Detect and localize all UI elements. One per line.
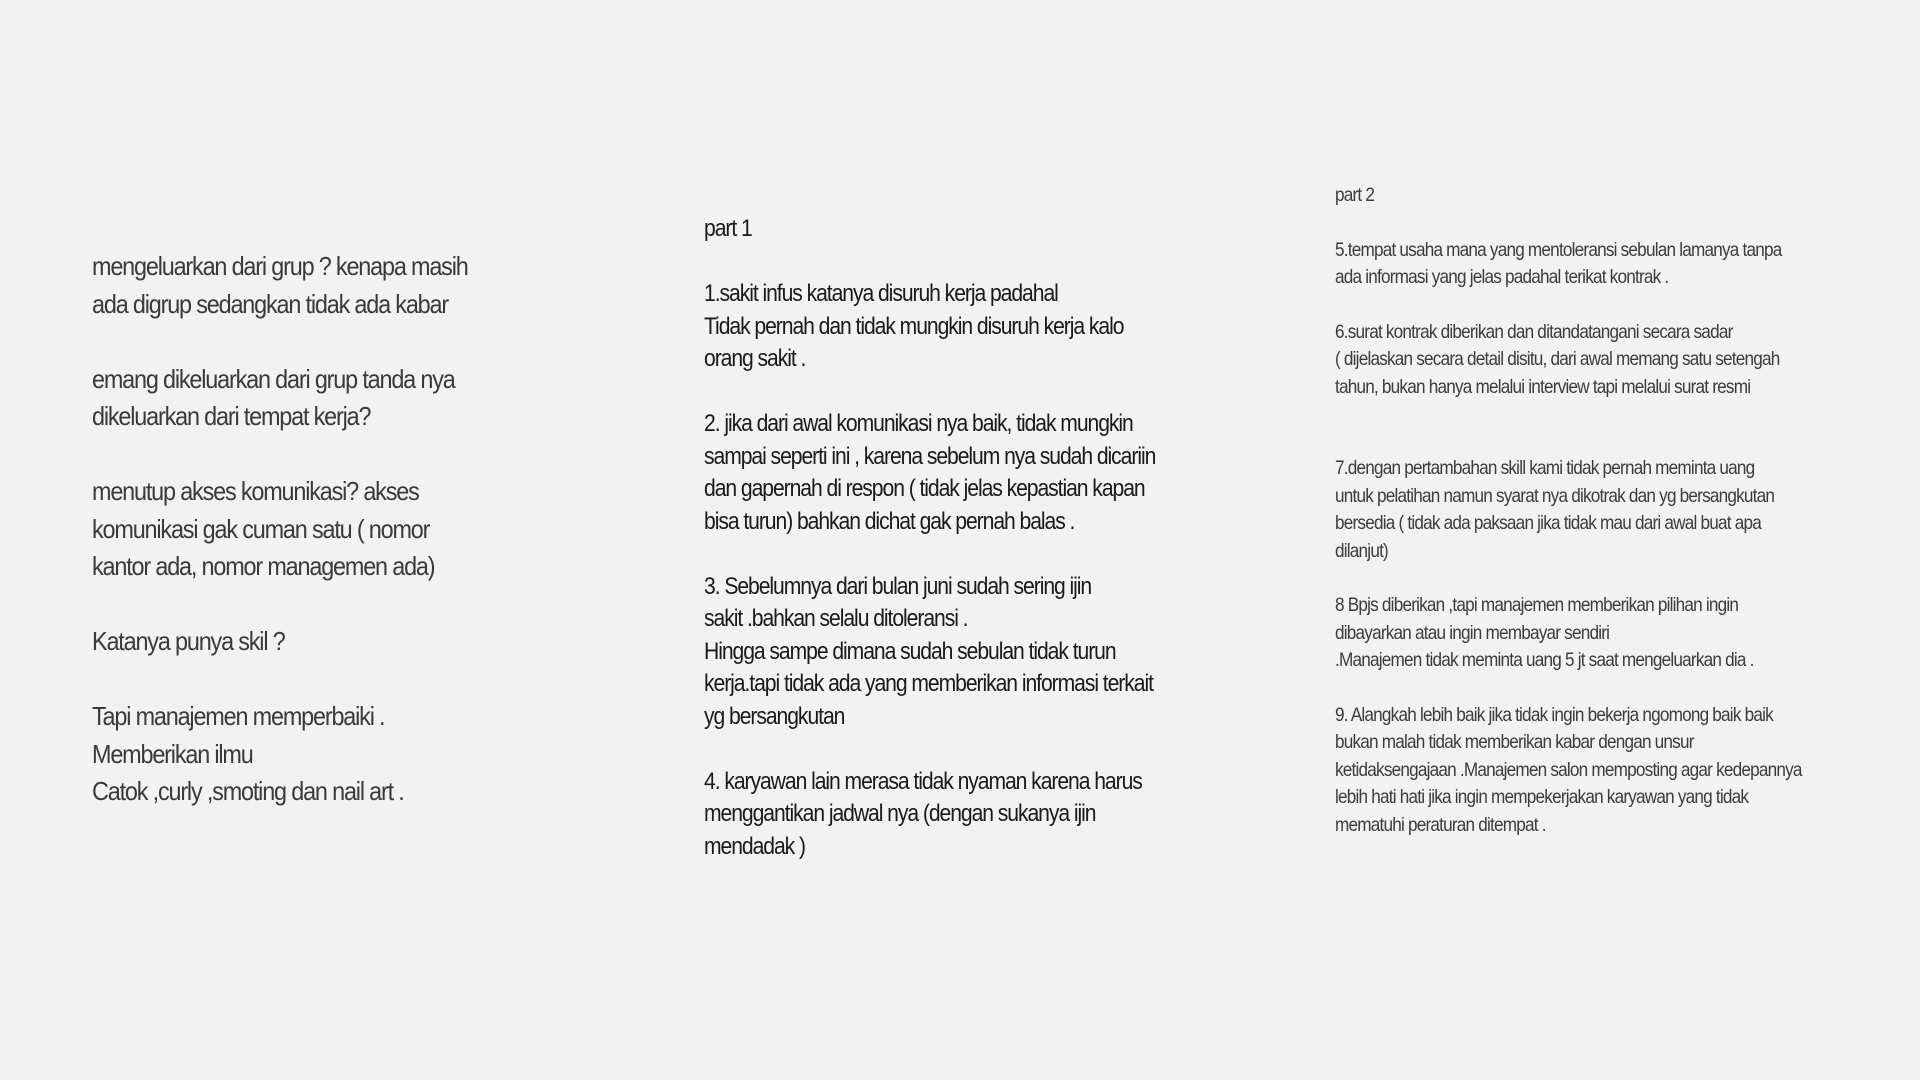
left-paragraph: emang dikeluarkan dari grup tanda nya dikeluarkan dari tempat kerja?: [92, 363, 455, 431]
part-2-item: 5.tempat usaha mana yang mentoleransi sebulan lamanya tanpa ada informasi yang jelas padahal terikat kontrak .: [1335, 238, 1782, 288]
left-paragraph: menutup akses komunikasi? akses komunikasi gak cuman satu ( nomor kantor ada, nomor managemen ada): [92, 476, 435, 581]
left-paragraph: mengeluarkan dari grup ? kenapa masih ada digrup sedangkan tidak ada kabar: [92, 251, 468, 319]
part-1-item: 3. Sebelumnya dari bulan juni sudah sering ijin sakit .bahkan selalu ditoleransi . Hingga sampe dimana sudah sebulan tidak turun kerja.tapi tidak ada yang memberikan informasi terkait yg bersangkutan: [704, 572, 1153, 730]
part-2-item: 6.surat kontrak diberikan dan ditandatangani secara sadar ( dijelaskan secara detail disitu, dari awal memang satu setengah tahun, bukan hanya melalui interview tapi melalui surat resmi: [1335, 320, 1780, 398]
left-paragraph: Katanya punya skil ?: [92, 626, 285, 656]
left-column: [92, 248, 562, 811]
part-1-item: 2. jika dari awal komunikasi nya baik, tidak mungkin sampai seperti ini , karena sebelum nya sudah dicariin dan gapernah di respon ( tidak jelas kepastian kapan bisa turun) bahkan dichat gak pernah balas .: [704, 410, 1156, 535]
part-2-item: 9. Alangkah lebih baik jika tidak ingin bekerja ngomong baik baik bukan malah tidak memberikan kabar dengan unsur ketidaksengajaan .Manajemen salon memposting agar kedepannya lebih hati hati jika ingin mempekerjakan karyawan yang tidak mematuhi peraturan ditempat .: [1335, 703, 1802, 836]
part-2-item: 8 Bpjs diberikan ,tapi manajemen memberikan pilihan ingin dibayarkan atau ingin membayar sendiri .Manajemen tidak meminta uang 5 jt saat mengeluarkan dia .: [1335, 594, 1754, 671]
part-1-item: 4. karyawan lain merasa tidak nyaman karena harus menggantikan jadwal nya (dengan sukanya ijin mendadak ): [704, 767, 1142, 860]
part-1-column: [704, 213, 1264, 863]
part-2-heading: part 2: [1335, 184, 1375, 206]
part-2-item: 7.dengan pertambahan skill kami tidak pernah meminta uang untuk pelatihan namun syarat nya dikotrak dan yg bersangkutan bersedia ( tidak ada paksaan jika tidak mau dari awal buat apa dilanjut): [1335, 457, 1775, 562]
left-paragraph: Tapi manajemen memperbaiki . Memberikan ilmu Catok ,curly ,smoting dan nail art .: [92, 701, 404, 806]
part-2-column: [1335, 182, 1875, 839]
part-1-heading: part 1: [704, 215, 752, 242]
part-1-item: 1.sakit infus katanya disuruh kerja padahal Tidak pernah dan tidak mungkin disuruh kerja kalo orang sakit .: [704, 280, 1124, 372]
